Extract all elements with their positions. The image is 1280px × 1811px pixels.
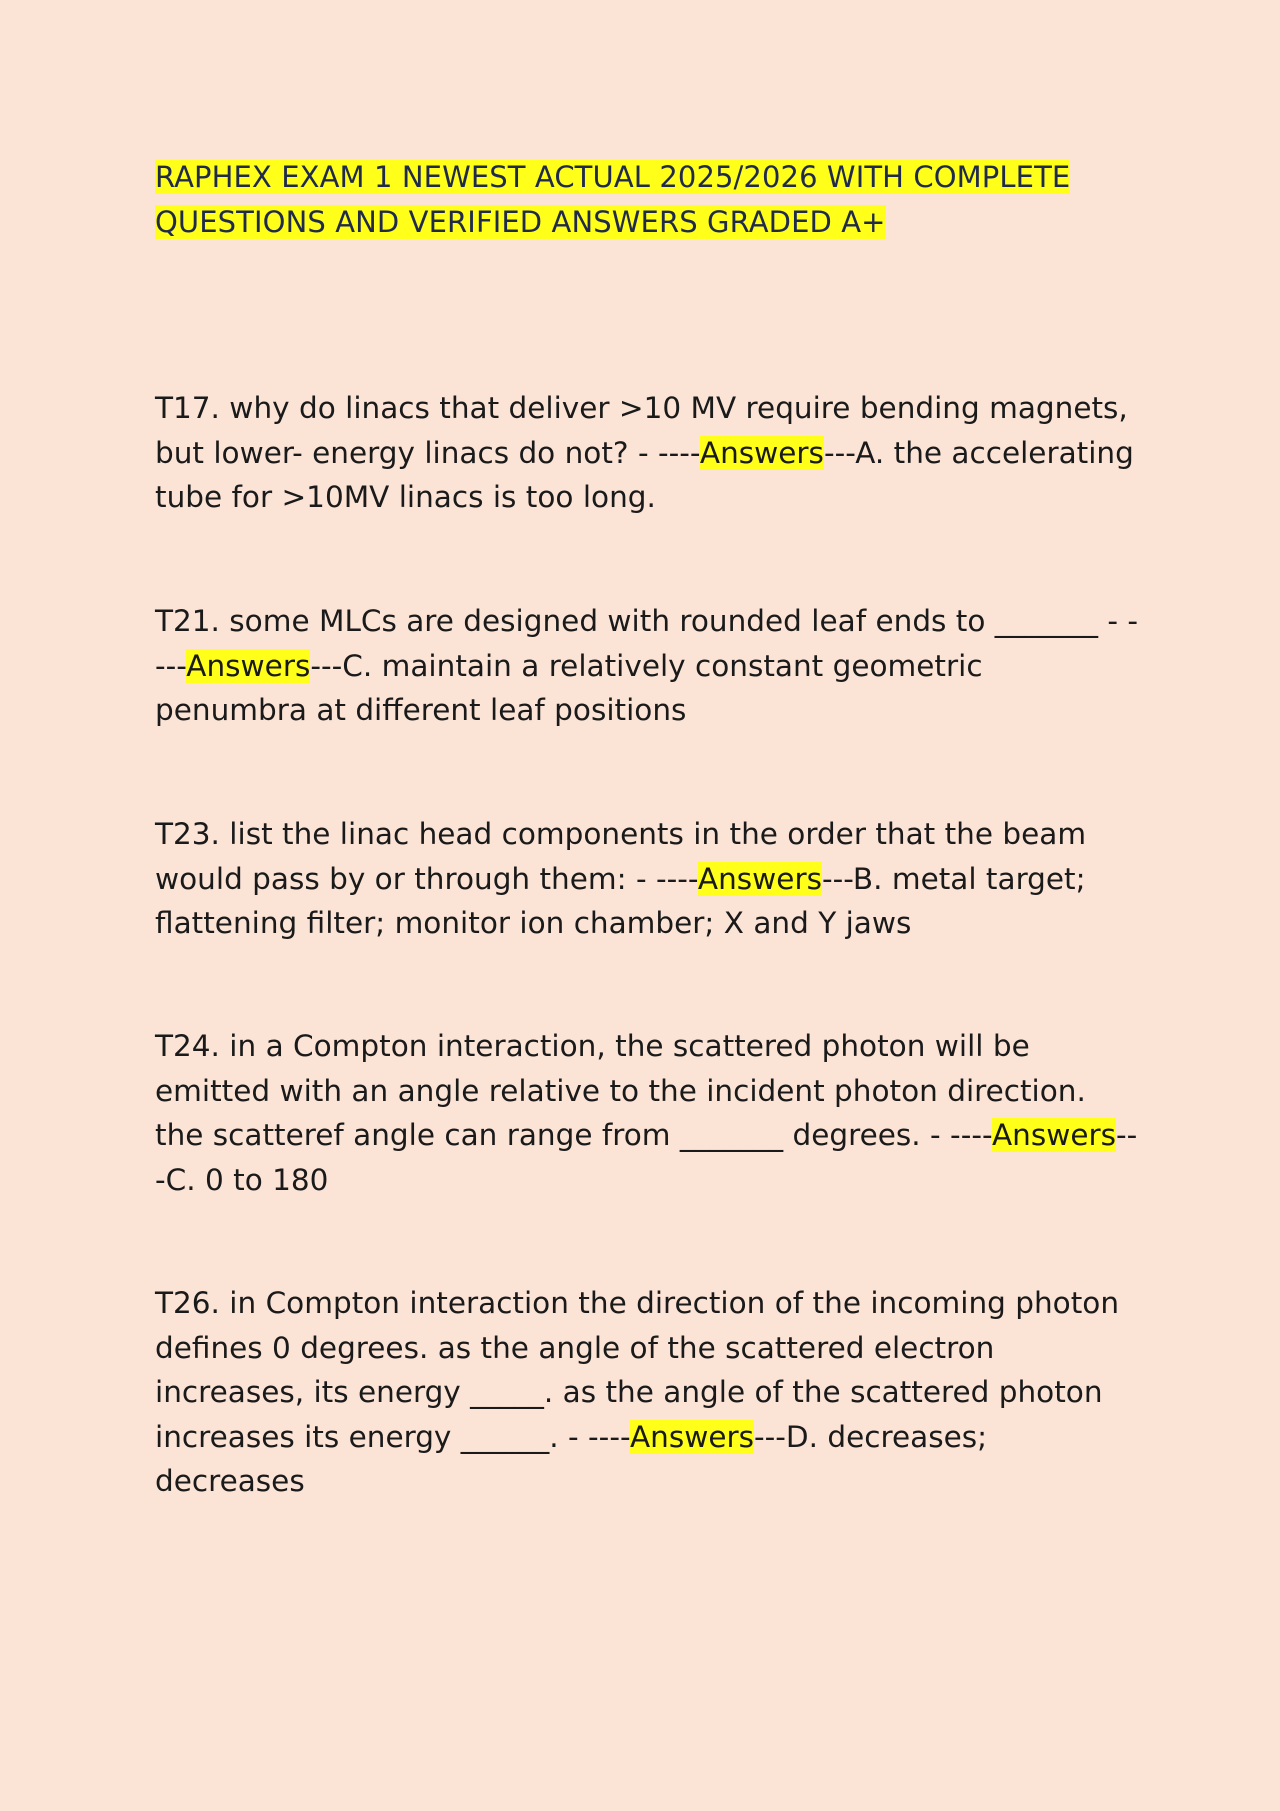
question-text: T24. in a Compton interaction, the scattered photon will be emitted with an angle relative to the incident photon direction. the scatteref angle can range from _______ degrees. - ---- [155, 1029, 1086, 1152]
question-text: T21. some MLCs are designed with rounded leaf ends to _______ - ---- [155, 604, 1139, 683]
question-t26 [155, 1281, 1140, 1504]
question-text: T17. why do linacs that deliver >10 MV require bending magnets, but lower- energy linacs do not? - ---- [155, 391, 1128, 470]
answers-marker: Answers [186, 648, 311, 683]
question-text: T23. list the linac head components in the order that the beam would pass by or through them: - ---- [155, 817, 1087, 896]
answers-marker: Answers [629, 1419, 754, 1454]
document-title [155, 155, 1140, 245]
title-line-2: QUESTIONS AND VERIFIED ANSWERS GRADED A+ [155, 205, 886, 239]
answer-text: ---C. maintain a relatively constant geometric penumbra at different leaf positions [155, 648, 983, 727]
title-line-1: RAPHEX EXAM 1 NEWEST ACTUAL 2025/2026 WITH COMPLETE [155, 160, 1071, 194]
answer-text: ---A. the accelerating tube for >10MV linacs is too long. [155, 435, 1134, 514]
question-text: T26. in Compton interaction the direction of the incoming photon defines 0 degrees. as the angle of the scattered electron increases, its energy _____. as the angle of the scattered photon increases its energy ______. - ---- [155, 1286, 1120, 1454]
question-t21 [155, 599, 1140, 733]
question-t17 [155, 386, 1140, 520]
question-t24 [155, 1024, 1140, 1202]
answers-marker: Answers [992, 1118, 1117, 1152]
answer-text: ---C. 0 to 180 [155, 1118, 1138, 1197]
question-t23 [155, 812, 1140, 946]
answer-text: ---B. metal target; flattening filter; monitor ion chamber; X and Y jaws [155, 861, 1086, 940]
answer-text: ---D. decreases; decreases [155, 1419, 988, 1498]
answers-marker: Answers [699, 435, 824, 470]
answers-marker: Answers [697, 861, 822, 896]
